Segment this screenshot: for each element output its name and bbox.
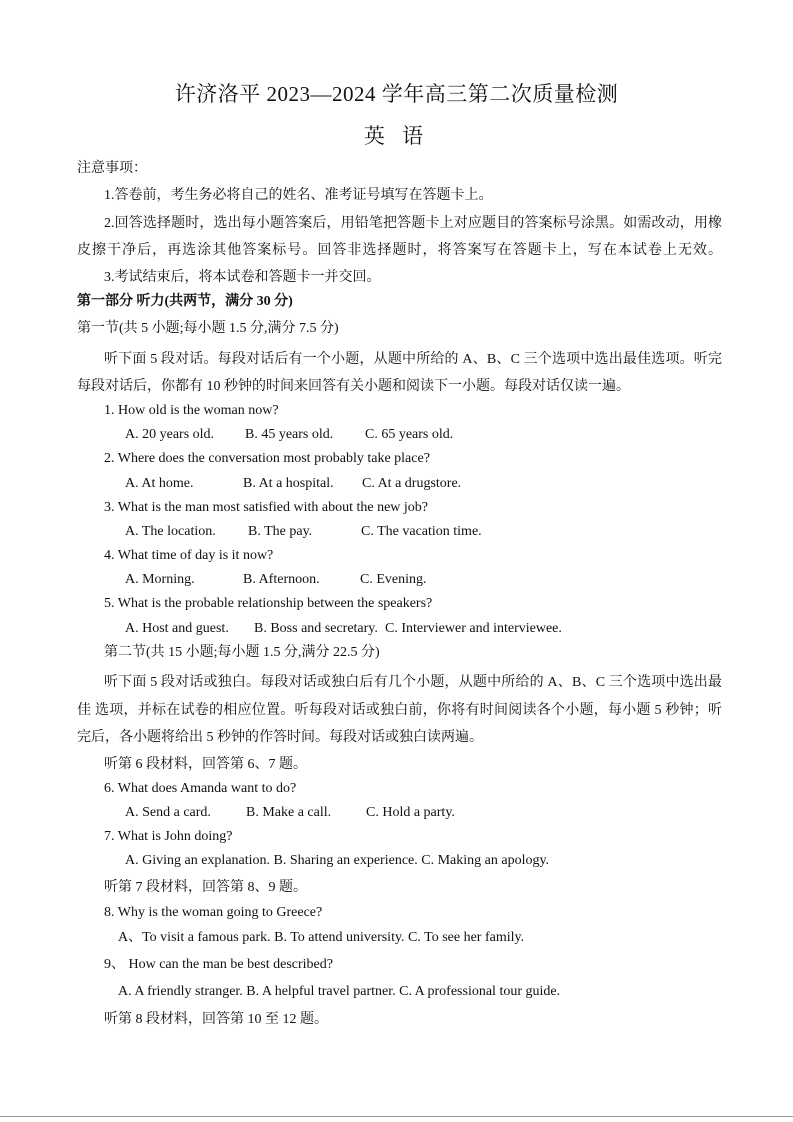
material-7-note: 听第 7 段材料，回答第 8、9 题。 xyxy=(104,880,307,895)
question-9: 9、 How can the man be best described? xyxy=(104,957,333,972)
exam-title: 许济洛平 2023—2024 学年高三第二次质量检测 xyxy=(174,82,619,106)
section1-instructions-line-2: 每段对话后，你都有 10 秒钟的时间来回答有关小题和阅读下一小题。每段对话仅读一遍。 xyxy=(77,379,630,394)
part1-heading: 第一部分 听力(共两节，满分 30 分) xyxy=(77,294,293,309)
notice-heading: 注意事项： xyxy=(77,161,147,176)
question-2-option-b: B. At a hospital. xyxy=(243,476,334,491)
question-6: 6. What does Amanda want to do? xyxy=(104,781,297,796)
question-2-option-a: A. At home. xyxy=(125,476,194,491)
question-6-option-c: C. Hold a party. xyxy=(366,805,455,820)
question-2: 2. Where does the conversation most probably take place? xyxy=(104,451,430,466)
question-1-option-a: A. 20 years old. xyxy=(125,427,215,442)
question-3-option-b: B. The pay. xyxy=(248,524,313,539)
section2-instructions-line-2: 佳 选项，并标在试卷的相应位置。听每段对话或独白前，你将有时间阅读各个小题，每小题 5 秒钟；听 xyxy=(77,703,722,718)
question-5: 5. What is the probable relationship between the speakers? xyxy=(104,596,433,611)
notice-item-3: 3.考试结束后，将本试卷和答题卡一并交回。 xyxy=(104,270,381,285)
question-7: 7. What is John doing? xyxy=(104,829,233,844)
material-8-note: 听第 8 段材料，回答第 10 至 12 题。 xyxy=(104,1012,328,1027)
question-4-option-a: A. Morning. xyxy=(125,572,195,587)
subject-title: 英 语 xyxy=(363,124,430,148)
question-3-option-a: A. The location. xyxy=(125,524,216,539)
question-4: 4. What time of day is it now? xyxy=(104,548,274,563)
notice-item-1: 1.答卷前，考生务必将自己的姓名、准考证号填写在答题卡上。 xyxy=(104,188,493,203)
notice-item-2-line-2: 皮擦干净后，再选涂其他答案标号。回答非选择题时，将答案写在答题卡上，写在本试卷上无效。 xyxy=(77,243,722,258)
section1-instructions-line-1: 听下面 5 段对话。每段对话后有一个小题，从题中所给的 A、B、C 三个选项中选出最佳选项。听完 xyxy=(104,352,722,367)
question-3-option-c: C. The vacation time. xyxy=(361,524,482,539)
question-9-options: A. A friendly stranger. B. A helpful travel partner. C. A professional tour guide. xyxy=(118,984,561,999)
question-1-option-c: C. 65 years old. xyxy=(365,427,454,442)
section2-instructions-line-3: 完后，各小题将给出 5 秒钟的作答时间。每段对话或独白读两遍。 xyxy=(77,730,483,745)
question-3: 3. What is the man most satisfied with about the new job? xyxy=(104,500,429,515)
question-8-options: A、To visit a famous park. B. To attend university. C. To see her family. xyxy=(118,930,525,945)
question-4-option-b: B. Afternoon. xyxy=(243,572,320,587)
page-bottom-divider xyxy=(0,1116,793,1117)
question-2-option-c: C. At a drugstore. xyxy=(362,476,462,491)
question-1-option-b: B. 45 years old. xyxy=(245,427,334,442)
question-8: 8. Why is the woman going to Greece? xyxy=(104,905,323,920)
section2-heading: 第二节(共 15 小题;每小题 1.5 分,满分 22.5 分) xyxy=(104,645,380,660)
section2-instructions-line-1: 听下面 5 段对话或独白。每段对话或独白后有几个小题，从题中所给的 A、B、C 三个选项中选出最 xyxy=(104,675,722,690)
question-5-option-c: C. Interviewer and interviewee. xyxy=(385,621,562,636)
material-6-note: 听第 6 段材料，回答第 6、7 题。 xyxy=(104,757,307,772)
question-5-option-a: A. Host and guest. xyxy=(125,621,229,636)
question-1: 1. How old is the woman now? xyxy=(104,403,279,418)
section1-heading: 第一节(共 5 小题;每小题 1.5 分,满分 7.5 分) xyxy=(77,321,339,336)
question-7-options: A. Giving an explanation. B. Sharing an experience. C. Making an apology. xyxy=(125,853,550,868)
question-6-option-a: A. Send a card. xyxy=(125,805,211,820)
question-4-option-c: C. Evening. xyxy=(360,572,427,587)
question-5-option-b: B. Boss and secretary. xyxy=(254,621,378,636)
question-6-option-b: B. Make a call. xyxy=(246,805,332,820)
notice-item-2-line-1: 2.回答选择题时，选出每小题答案后，用铅笔把答题卡上对应题目的答案标号涂黑。如需改动，用橡 xyxy=(104,216,722,231)
